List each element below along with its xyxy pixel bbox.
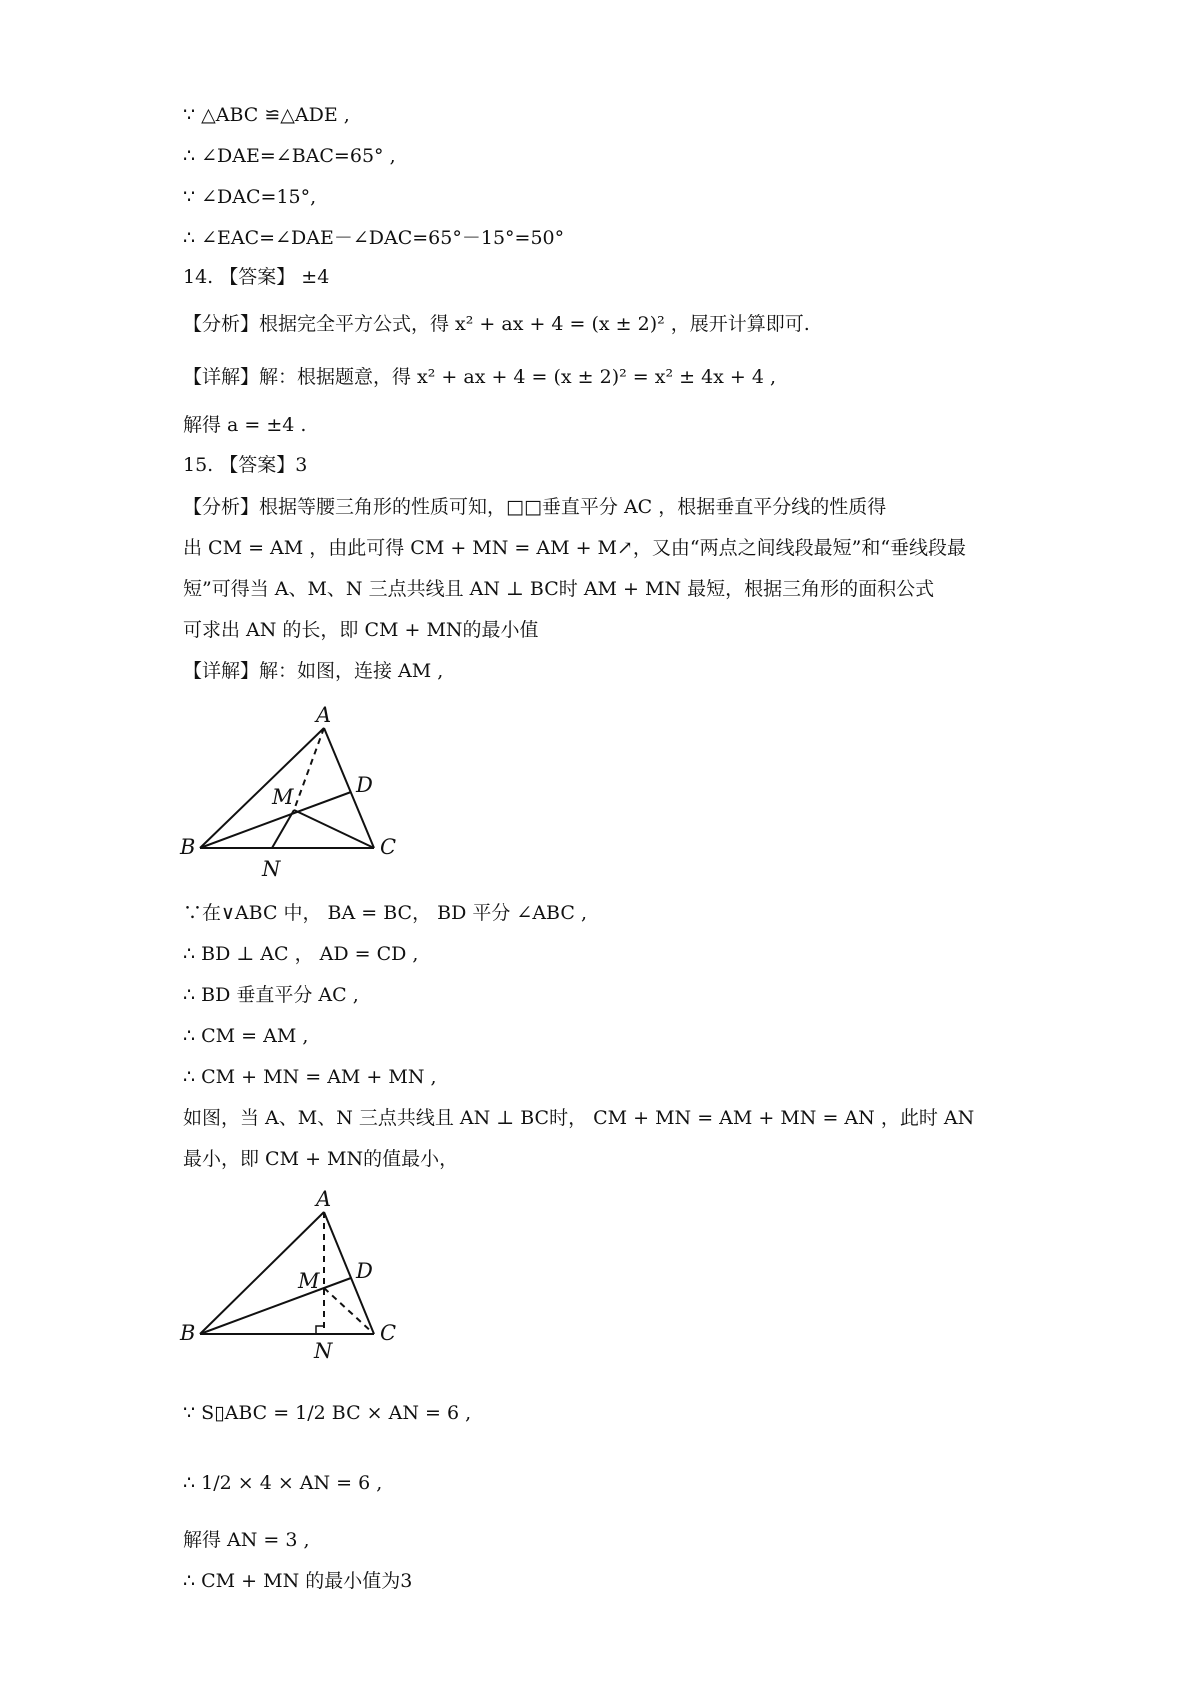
segment-mn	[272, 810, 294, 848]
figure-1	[176, 700, 406, 884]
text-line: ∵在∨ABC 中， BA = BC， BD 平分 ∠ABC ,	[183, 902, 587, 924]
segment-mc-dashed	[324, 1288, 374, 1334]
label-b: B	[180, 835, 196, 859]
label-m: M	[272, 785, 294, 809]
label-c: C	[380, 835, 397, 859]
label-n: N	[314, 1339, 333, 1359]
triangle-diagram-1	[176, 700, 406, 880]
text-line: ∴ BD ⊥ AC ， AD = CD ,	[183, 943, 419, 965]
text-line: ∵ ∠DAC=15°,	[183, 186, 317, 208]
text-line: 【详解】解：如图，连接 AM ,	[183, 660, 444, 682]
label-d: D	[356, 773, 373, 797]
figure-2	[176, 1184, 406, 1363]
text-line: ∵ S▯ABC = 1/2 BC × AN = 6 ,	[183, 1402, 472, 1424]
text-line: 15. 【答案】3	[183, 454, 308, 476]
text-line: 出 CM = AM ，由此可得 CM + MN = AM + M↗，又由“两点之间线段最短”和“垂线段最	[183, 537, 967, 559]
text-line: 14. 【答案】 ±4	[183, 266, 330, 288]
text-line: 如图，当 A、M、N 三点共线且 AN ⊥ BC时， CM + MN = AM + MN = AN ，此时 AN	[183, 1107, 975, 1129]
segment-am-dashed	[294, 728, 324, 810]
text-line: ∴ ∠DAE=∠BAC=65° ,	[183, 145, 396, 167]
segment-mc	[294, 810, 374, 848]
text-line: 解得 AN = 3 ,	[183, 1529, 310, 1551]
text-line: ∴ BD 垂直平分 AC ,	[183, 984, 359, 1006]
text-line: 解得 a = ±4 .	[183, 414, 307, 436]
text-line: ∵ △ABC ≌△ADE ,	[183, 104, 350, 126]
text-line: ∴ CM + MN = AM + MN ,	[183, 1066, 437, 1088]
label-b: B	[180, 1321, 196, 1345]
text-line: 【详解】解：根据题意，得 x² + ax + 4 = (x ± 2)² = x² ± 4x + 4 ,	[183, 366, 777, 388]
text-line: 最小，即 CM + MN的值最小，	[183, 1148, 459, 1170]
label-d: D	[356, 1259, 373, 1283]
text-line: ∴ ∠EAC=∠DAE－∠DAC=65°－15°=50°	[183, 227, 565, 249]
right-angle-marker	[316, 1326, 324, 1334]
triangle-diagram-2	[176, 1184, 406, 1359]
segment-bd	[200, 1278, 351, 1334]
text-line: ∴ CM + MN 的最小值为3	[183, 1570, 413, 1592]
text-line: 【分析】根据等腰三角形的性质可知，□□垂直平分 AC ，根据垂直平分线的性质得	[183, 496, 887, 518]
segment-ab	[200, 728, 324, 848]
text-line: ∴ CM = AM ,	[183, 1025, 309, 1047]
label-a: A	[316, 1187, 332, 1211]
text-line: ∴ 1/2 × 4 × AN = 6 ,	[183, 1472, 383, 1494]
text-line: 短”可得当 A、M、N 三点共线且 AN ⊥ BC时 AM + MN 最短，根据三角形的面积公式	[183, 578, 935, 600]
label-n: N	[262, 857, 281, 880]
text-line: 可求出 AN 的长，即 CM + MN的最小值	[183, 619, 539, 641]
label-a: A	[316, 703, 332, 727]
label-m: M	[298, 1269, 320, 1293]
text-line: 【分析】根据完全平方公式，得 x² + ax + 4 = (x ± 2)² ，展开计算即可.	[183, 313, 810, 335]
label-c: C	[380, 1321, 397, 1345]
